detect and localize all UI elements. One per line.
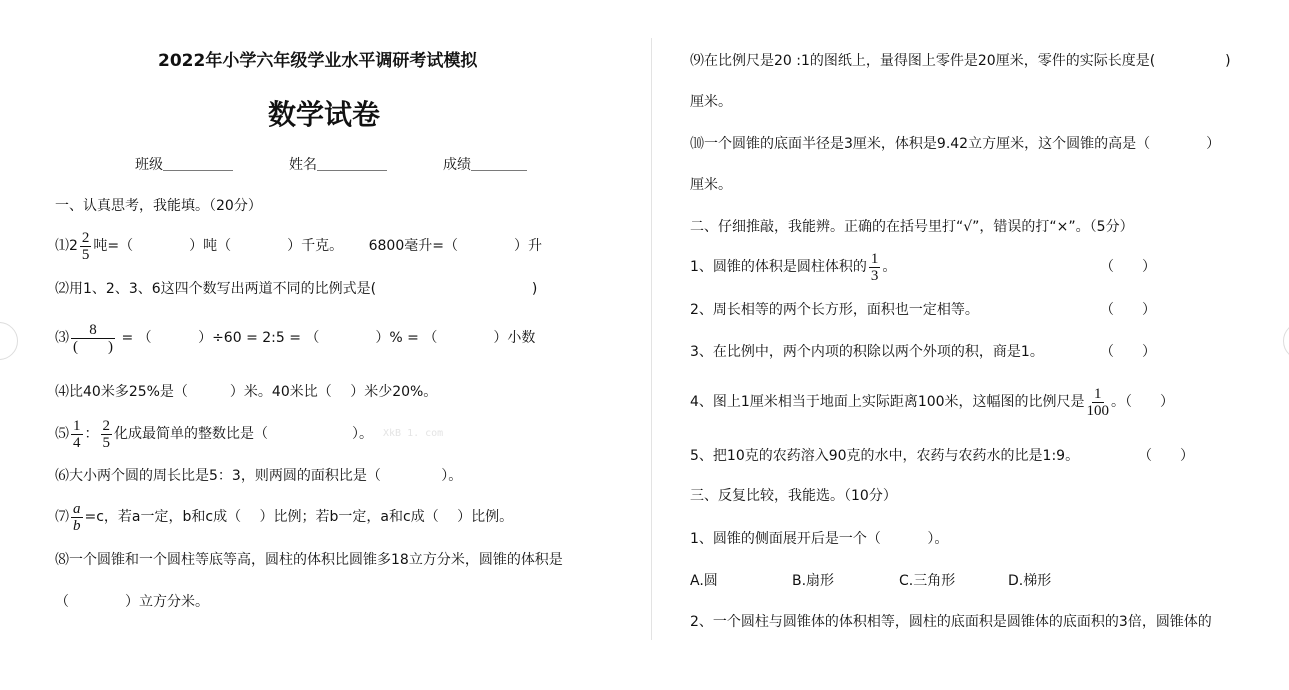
section-2-heading: 二、仔细推敲，我能辨。正确的在括号里打“√”，错误的打“×”。（5分） (690, 219, 1134, 235)
numerator: 2 (81, 229, 90, 246)
field-class: 班级＿＿＿＿＿ (135, 157, 233, 173)
option-c: C.三角形 (899, 573, 956, 589)
judge-1-text: 1、圆锥的体积是圆柱体积的 (690, 259, 867, 275)
judge-5-answer: （ ） (1138, 448, 1194, 464)
q3-fraction (71, 322, 115, 355)
option-d: D.梯形 (1008, 573, 1052, 589)
judge-2-text: 2、周长相等的两个长方形，面积也一定相等。 (690, 302, 979, 318)
denominator: b (73, 517, 81, 534)
question-9-line-1: ⑼在比例尺是20 :1的图纸上，量得图上零件是20厘米，零件的实际长度是( ) (690, 53, 1231, 69)
q3-text: = （ ）÷60 = 2:5 = （ ）% = （ ）小数 (117, 330, 536, 346)
question-5 (55, 416, 443, 452)
question-6: ⑹大小两个圆的周长比是5：3，则两圆的面积比是（ ）。 (55, 468, 463, 484)
numerator: 1 (1094, 385, 1102, 402)
numerator: 1 (73, 417, 81, 434)
judge-2-answer: （ ） (1100, 302, 1156, 318)
denominator: 100 (1086, 402, 1110, 419)
question-7 (55, 499, 513, 535)
numerator: 1 (870, 250, 879, 267)
field-score: 成绩＿＿＿＿ (443, 157, 527, 173)
denominator: 5 (81, 246, 90, 263)
denominator: 3 (870, 267, 879, 284)
numerator: 2 (102, 417, 110, 434)
watermark: XkB 1. com (383, 428, 444, 439)
q5-fraction-1 (71, 418, 83, 451)
denominator: 5 (102, 434, 110, 451)
numerator: a (73, 500, 81, 517)
section-1-heading: 一、认真思考，我能填。（20分） (55, 198, 262, 214)
next-page-button[interactable] (1283, 322, 1289, 360)
option-a: A.圆 (690, 573, 718, 589)
question-2: ⑵用1、2、3、6这四个数写出两道不同的比例式是( ) (55, 281, 538, 297)
question-8-line-1: ⑻一个圆锥和一个圆柱等底等高，圆柱的体积比圆锥多18立方分米，圆锥的体积是 (55, 552, 563, 568)
question-10-line-1: ⑽一个圆锥的底面半径是3厘米，体积是9.42立方厘米，这个圆锥的高是（ ） (690, 136, 1221, 152)
judge-3-text: 3、在比例中，两个内项的积除以两个外项的积，商是1。 (690, 344, 1044, 360)
q7-fraction (71, 501, 83, 534)
q7-prefix: ⑺ (55, 509, 69, 525)
exam-subtitle: 数学试卷 (268, 98, 381, 131)
judge-1 (690, 249, 896, 285)
question-8-line-2: （ ）立方分米。 (55, 594, 209, 610)
question-1 (55, 228, 542, 264)
q5-fraction-2 (101, 418, 113, 451)
question-9-line-2: 厘米。 (690, 94, 732, 110)
choice-2: 2、一个圆柱与圆锥体的体积相等，圆柱的底面积是圆锥体的底面积的3倍，圆锥体的 (690, 614, 1212, 630)
judge-1-end: 。 (882, 259, 897, 275)
section-3-heading: 三、反复比较，我能选。（10分） (690, 488, 897, 504)
judge-5-text: 5、把10克的农药溶入90克的水中，农药与农药水的比是1:9。 (690, 448, 1080, 464)
exam-title: 2022年小学六年级学业水平调研考试模拟 (158, 51, 478, 71)
q5-text: 化成最简单的整数比是（ ）。 (114, 426, 373, 442)
q7-text: =c，若a一定，b和c成（ ）比例；若b一定，a和c成（ ）比例。 (84, 509, 514, 525)
prev-page-button[interactable] (0, 322, 18, 360)
denominator: ( ) (73, 338, 113, 355)
page-divider (651, 38, 652, 640)
denominator: 4 (73, 434, 81, 451)
judge-1-fraction (869, 251, 881, 284)
judge-4-text: 4、图上1厘米相当于地面上实际距离100米，这幅图的比例尺是 (690, 394, 1085, 410)
field-name: 姓名＿＿＿＿＿ (289, 157, 387, 173)
q1-prefix: ⑴2 (55, 238, 78, 254)
question-4: ⑷比40米多25%是（ ）米。40米比（ ）米少20%。 (55, 384, 438, 400)
q1-fraction (80, 230, 92, 263)
judge-4 (690, 382, 1174, 422)
judge-1-answer: （ ） (1100, 259, 1156, 275)
option-b: B.扇形 (792, 573, 835, 589)
judge-3-answer: （ ） (1100, 344, 1156, 360)
choice-1: 1、圆锥的侧面展开后是一个（ ）。 (690, 531, 949, 547)
q5-prefix: ⑸ (55, 426, 69, 442)
question-3 (55, 318, 535, 358)
judge-4-fraction (1087, 386, 1110, 419)
q1-text: 吨=（ ）吨（ ）千克。 6800毫升=（ ）升 (93, 238, 542, 254)
q3-prefix: ⑶ (55, 330, 69, 346)
question-10-line-2: 厘米。 (690, 177, 732, 193)
numerator: 8 (71, 322, 115, 339)
q5-ratio-sign: ： (84, 426, 99, 442)
judge-4-end: 。（ ） (1111, 394, 1175, 410)
